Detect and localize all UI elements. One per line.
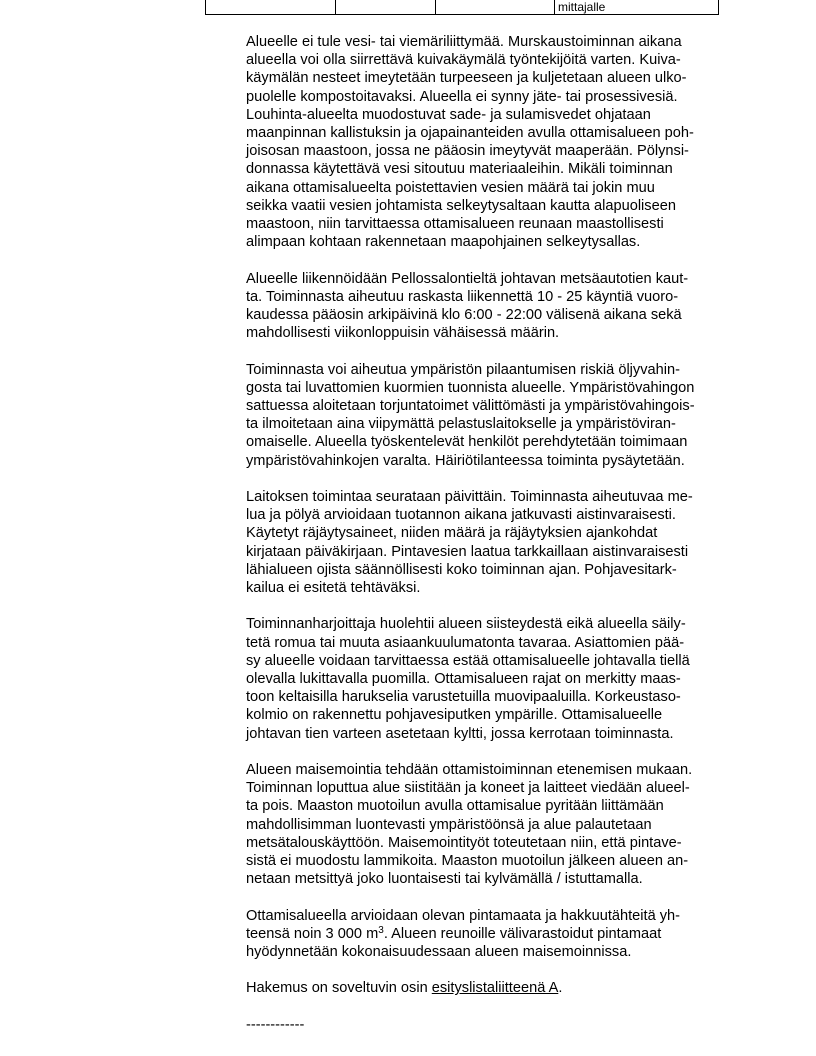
text-line: ympäristövahinkojen varalta. Häiriötilanteessa toiminta pysäytetään.	[246, 452, 685, 469]
text-line: ta. Toiminnasta aiheutuu raskasta liikennettä 10 - 25 käyntiä vuoro-	[246, 288, 679, 305]
text-line: Laitoksen toimintaa seurataan päivittäin. Toiminnasta aiheutuvaa me-	[246, 489, 693, 506]
text-line: hyödynnetään kokonaisuudessaan alueen maisemoinnissa.	[246, 944, 632, 961]
text-line: lähialueen ojista säännöllisesti koko toiminnan ajan. Pohjavesitark-	[246, 561, 677, 578]
text-line: aikana ottamisalueelta poistettavien vesien määrä tai jokin muu	[246, 179, 655, 196]
text-line: sistä ei muodostu lammikoita. Maaston muotoilun jälkeen alueen an-	[246, 853, 689, 870]
text-line: käymälän nesteet imeytetään turpeeseen ja kuljetetaan alueen ulko-	[246, 70, 687, 87]
text-line	[246, 925, 746, 943]
table-cell	[206, 0, 336, 15]
text-line: omaiselle. Alueella työskentelevät henkilöt perehdytetään toimimaan	[246, 434, 688, 451]
paragraph-tidiness	[246, 615, 746, 742]
text-line: kailua ei esitetä tehtäväksi.	[246, 580, 421, 597]
attachment-link[interactable]: esityslistaliitteenä A	[431, 980, 559, 997]
text-line: mahdollisimman luontevasti ympäristöönsä ja alue palautetaan	[246, 816, 652, 833]
text-line: gosta tai luvattomien kuormien tuonnista alueelle. Ympäristövahingon	[246, 379, 695, 396]
text-line: puolelle kompostoitavaksi. Alueella ei synny jäte- tai prosessivesiä.	[246, 88, 678, 105]
text-line: Alueelle ei tule vesi- tai viemäriliittymää. Murskaustoiminnan aikana	[246, 34, 682, 50]
text-line: ta pois. Maaston muotoilun avulla ottamisalue pyritään liittämään	[246, 798, 664, 815]
text-line	[246, 979, 746, 997]
text-line: mahdollisesti viikonloppuisin vähäisessä määrin.	[246, 325, 560, 342]
text-line: lua ja pölyä arvioidaan tuotannon aikana jatkuvasti aistinvaraisesti.	[246, 507, 676, 524]
text-line: olevalla lukittavalla puomilla. Ottamisalueen rajat on merkitty maas-	[246, 671, 681, 688]
text-line: toon keltaisilla harukselia varustetuilla muovipaaluilla. Korkeustaso-	[246, 689, 681, 706]
text-line: kolmio on rakennettu pohjavesiputken ympärille. Ottamisalueelle	[246, 707, 663, 724]
text-line: Alueelle liikennöidään Pellossalontieltä johtavan metsäautotien kaut-	[246, 270, 689, 287]
text-line: Käytetyt räjäytysaineet, niiden määrä ja räjäytyksien ajankohdat	[246, 525, 658, 542]
paragraph-traffic	[246, 270, 746, 343]
text-line: ta ilmoitetaan aina viipymättä pelastuslaitokselle ja ympäristöviran-	[246, 416, 676, 433]
body-text	[246, 33, 746, 1052]
paragraph-monitoring	[246, 488, 746, 597]
text-line: alueella voi olla siirrettävä kuivakäymälä työntekijöitä varten. Kuiva-	[246, 52, 681, 69]
text-line: Toiminnanharjoittaja huolehtii alueen siisteydestä eikä alueella säily-	[246, 616, 686, 633]
table-cell: mittajalle	[555, 0, 719, 15]
text-line: maanpinnan kallistuksin ja ojapainanteiden avulla ottamisalueen poh-	[246, 125, 694, 142]
separator-dashes: ------------	[246, 1016, 305, 1033]
text-line: maastoon, niin tarvittaessa ottamisalueen reunaan maastollisesti	[246, 216, 664, 233]
table-fragment	[205, 0, 719, 15]
text-line: joisosan maastoon, jossa ne pääosin imeytyvät maaperään. Pölynsi-	[246, 143, 689, 160]
text-line: kaudessa pääosin arkipäivinä klo 6:00 - 22:00 välisenä aikana sekä	[246, 307, 682, 324]
text-line: donnassa käytettävä vesi sitoutuu materiaaleihin. Mikäli toiminnan	[246, 161, 673, 178]
paragraph-landscaping	[246, 761, 746, 888]
text-line: seikka vaatii vesien johtamista selkeytysaltaan kautta alapuoliseen	[246, 197, 676, 214]
text-line: Alueen maisemointia tehdään ottamistoiminnan etenemisen mukaan.	[246, 762, 693, 779]
text-line: Ottamisalueella arvioidaan olevan pintamaata ja hakkuutähteitä yh-	[246, 907, 681, 924]
text-line: sattuessa aloitetaan torjuntatoimet välittömästi ja ympäristövahingois-	[246, 398, 695, 415]
text-segment: .	[558, 980, 563, 997]
text-line: tetä romua tai muuta asiaankuulumatonta tavaraa. Asiattomien pää-	[246, 634, 685, 651]
text-line: Toiminnasta voi aiheutua ympäristön pilaantumisen riskiä öljyvahin-	[246, 361, 680, 378]
paragraph-water	[246, 33, 746, 251]
text-line: kirjataan päiväkirjaan. Pintavesien laatua tarkkaillaan aistinvaraisesti	[246, 543, 689, 560]
paragraph-environmental-risk	[246, 361, 746, 470]
text-segment: teensä noin 3 000 m	[246, 925, 379, 942]
table-row	[206, 0, 719, 15]
table-cell	[336, 0, 436, 15]
table-cell	[436, 0, 555, 15]
text-line: Toiminnan loputtua alue siistitään ja koneet ja laitteet viedään alueel-	[246, 780, 690, 797]
text-line: netaan metsittyä joko luontaisesti tai kylvämällä / istuttamalla.	[246, 871, 643, 888]
text-line: sy alueelle voidaan tarvittaessa estää ottamisalueelle johtavalla tiellä	[246, 652, 690, 669]
text-segment: Hakemus on soveltuvin osin	[246, 980, 432, 997]
text-line: Louhinta-alueelta muodostuvat sade- ja sulamisvedet ohjataan	[246, 106, 651, 123]
superscript: 3	[378, 924, 384, 936]
text-line: alimpaan kohtaan rakennetaan maapohjainen selkeytysallas.	[246, 234, 641, 251]
paragraph-application	[246, 979, 746, 997]
text-segment: . Alueen reunoille välivarastoidut pintamaat	[383, 925, 662, 942]
text-line: johtavan tien varteen asetetaan kyltti, jossa kerrotaan toiminnasta.	[246, 725, 674, 742]
paragraph-volume	[246, 907, 746, 962]
text-line: metsätalouskäyttöön. Maisemointityöt toteutetaan niin, että pintave-	[246, 834, 682, 851]
